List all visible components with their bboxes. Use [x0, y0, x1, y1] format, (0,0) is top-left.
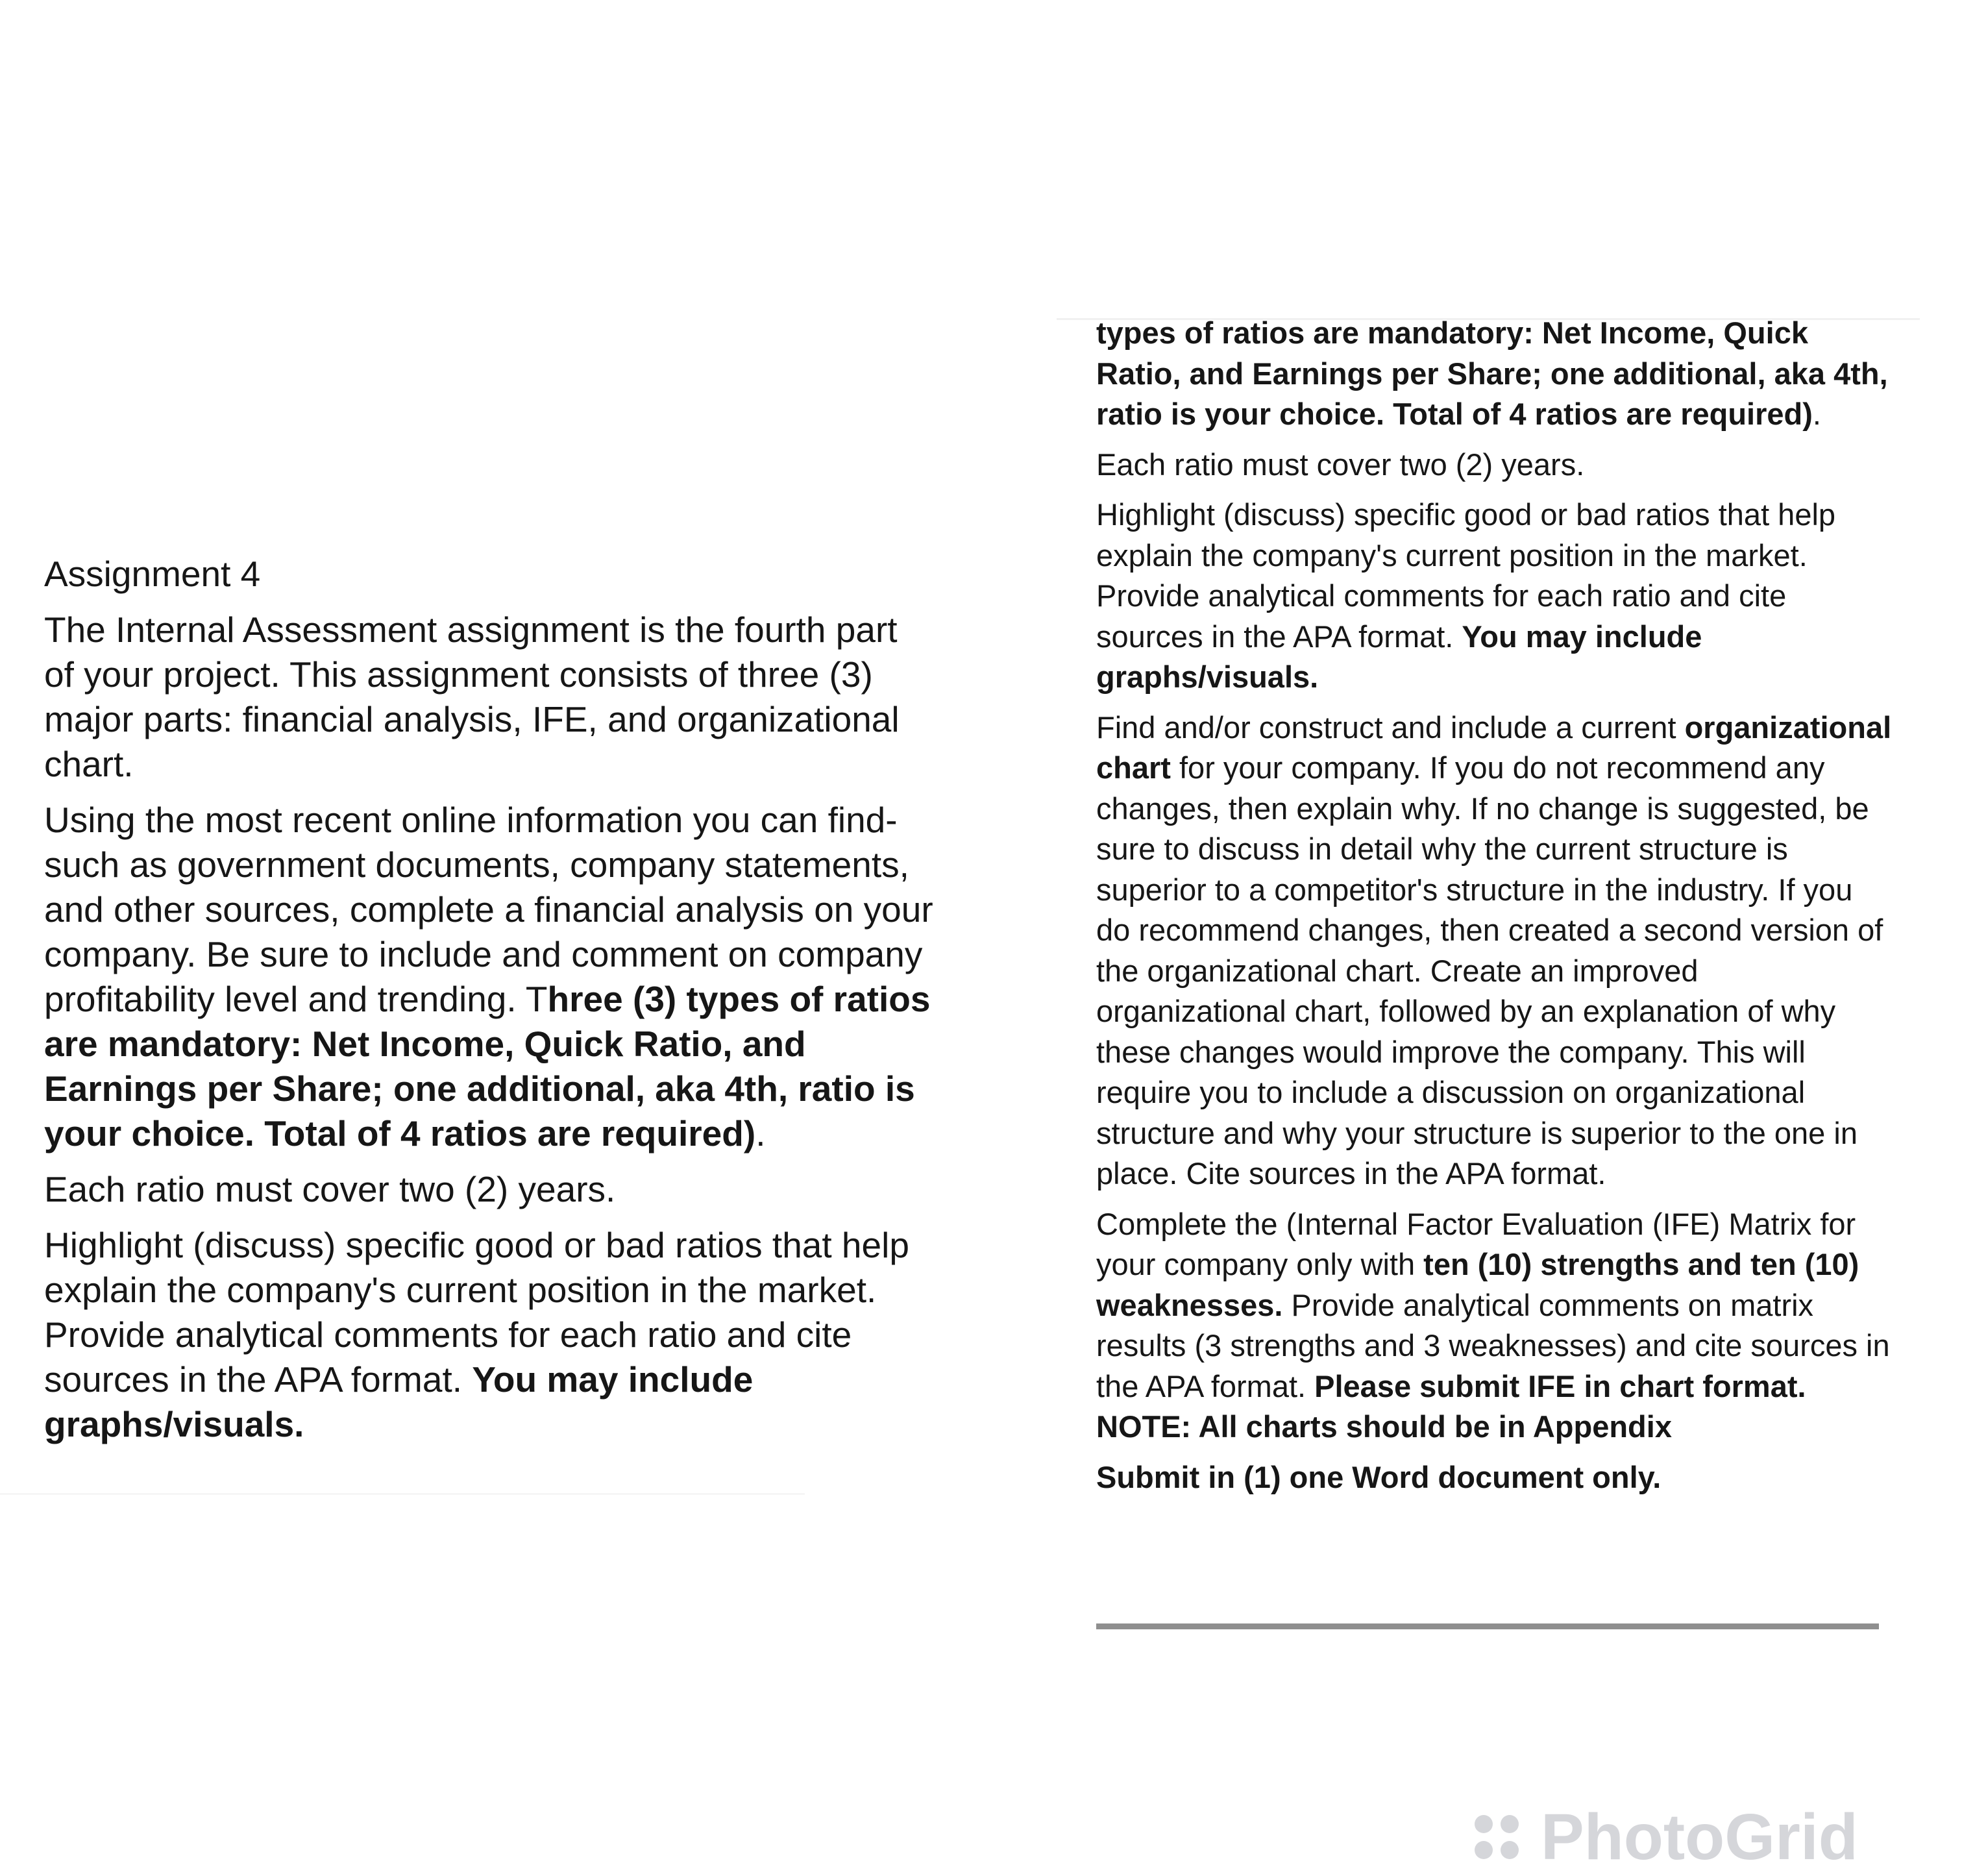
- watermark: [1464, 1798, 1858, 1876]
- assignment-title: Assignment 4: [44, 554, 261, 594]
- page-edge-line: [0, 1493, 805, 1495]
- org-text-start: Find and/or construct and include a current: [1096, 710, 1685, 745]
- ratios-requirement: hree (3) types of ratios are mandatory: Net Income, Quick Ratio, and Earnings per Share; one additional, aka 4th, ratio is your choice. Total of 4 ratios are required): [44, 979, 931, 1154]
- org-text-rest: for your company. If you do not recommend any changes, then explain why. If no change is suggested, be sure to discuss in detail why the current structure is superior to a competitor's structure in the industry. If you do recommend changes, then created a second version of the organizational chart. Create an improved organizational chart, followed by an explanation of why these changes would improve the company. This will require you to include a discussion on organizational structure and why your structure is superior to the one in place. Cite sources in the APA format.: [1096, 750, 1883, 1191]
- horizontal-rule: [1096, 1623, 1879, 1629]
- right-page: [1096, 313, 1895, 1498]
- financial-period: .: [755, 1113, 766, 1154]
- ratios-requirement: types of ratios are mandatory: Net Income, Quick Ratio, and Earnings per Share; one additional, aka 4th, ratio is your choice. Total of 4 ratios are required): [1096, 315, 1888, 431]
- highlight-paragraph: [1096, 495, 1895, 698]
- ratios-period: .: [1812, 397, 1821, 431]
- years-paragraph: Each ratio must cover two (2) years.: [1096, 447, 1585, 482]
- watermark-text: PhotoGrid: [1541, 1801, 1858, 1873]
- highlight-text: Highlight (discuss) specific good or bad ratios that help explain the company's current position in the market. Provide analytical comments for each ratio and cite sources in the APA format.: [44, 1225, 909, 1400]
- highlight-text: Highlight (discuss) specific good or bad ratios that help explain the company's current position in the market. Provide analytical comments for each ratio and cite sources in the APA format.: [1096, 497, 1836, 654]
- ife-submit-note: Please submit IFE in chart format. NOTE: All charts should be in Appendix: [1096, 1368, 1806, 1444]
- intro-paragraph: The Internal Assessment assignment is the fourth part of your project. This assignment consists of three (3) major parts: financial analysis, IFE, and organizational chart.: [44, 610, 900, 784]
- visuals-note: You may include graphs/visuals.: [1096, 619, 1702, 694]
- ife-text-start: Complete the (Internal Factor Evaluation (IFE) Matrix for your company only with: [1096, 1206, 1856, 1281]
- submit-paragraph: [1096, 1457, 1895, 1498]
- photogrid-logo-icon: [1464, 1805, 1529, 1870]
- org-chart-term: organizational chart: [1096, 710, 1892, 785]
- years-paragraph: Each ratio must cover two (2) years.: [44, 1169, 616, 1209]
- highlight-paragraph: [44, 1223, 935, 1447]
- ife-strengths-weaknesses: ten (10) strengths and ten (10) weaknesses.: [1096, 1247, 1859, 1322]
- visuals-note: You may include graphs/visuals.: [44, 1359, 754, 1444]
- ife-paragraph: [1096, 1204, 1895, 1448]
- financial-text: Using the most recent online information you can find- such as government documents, company statements, and other sources, complete a financial analysis on your company. Be sure to include and comment on company profitability level and trending. T: [44, 800, 933, 1019]
- left-page: [44, 552, 935, 1447]
- ife-text-middle: Provide analytical comments on matrix results (3 strengths and 3 weaknesses) and cite sources in the APA format.: [1096, 1287, 1890, 1403]
- ratios-continuation-paragraph: [1096, 313, 1895, 435]
- financial-analysis-paragraph: [44, 798, 935, 1156]
- submit-instruction: Submit in (1) one Word document only.: [1096, 1459, 1662, 1494]
- org-chart-paragraph: [1096, 708, 1895, 1194]
